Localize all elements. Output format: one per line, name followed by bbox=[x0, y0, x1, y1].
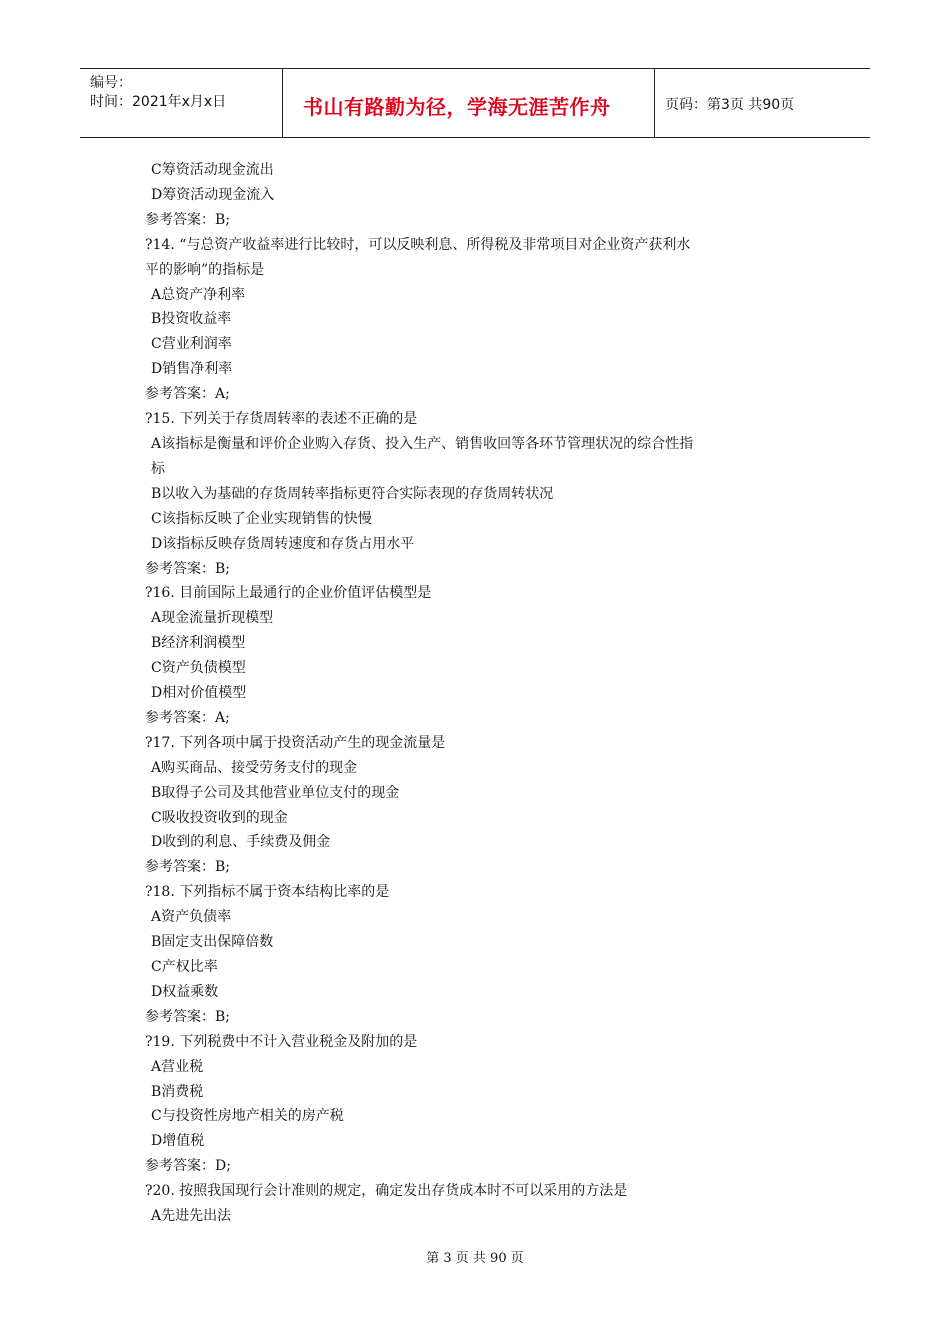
answer-option: C营业利润率 bbox=[151, 336, 232, 353]
question-text: 平的影响”的指标是 bbox=[145, 261, 265, 278]
answer-option: A购买商品、接受劳务支付的现金 bbox=[151, 759, 358, 776]
document-date-label: 时间：2021年x月x日 bbox=[90, 94, 227, 110]
header-motto: 书山有路勤为径，学海无涯苦作舟 bbox=[303, 95, 611, 119]
answer-option: C筹资活动现金流出 bbox=[151, 162, 274, 178]
answer-option: B消费税 bbox=[151, 1083, 204, 1100]
question-text: ?19. 下列税费中不计入营业税金及附加的是 bbox=[145, 1033, 418, 1050]
answer-option: A现金流量折现模型 bbox=[151, 610, 274, 627]
answer-option: B投资收益率 bbox=[151, 311, 232, 328]
question-text: ?18. 下列指标不属于资本结构比率的是 bbox=[145, 884, 390, 901]
answer-option: D收到的利息、手续费及佣金 bbox=[151, 834, 331, 851]
answer-option: C与投资性房地产相关的房产税 bbox=[151, 1108, 344, 1125]
answer-option: D权益乘数 bbox=[151, 983, 219, 1000]
reference-answer: 参考答案：B; bbox=[145, 859, 231, 876]
question-text: ?16. 目前国际上最通行的企业价值评估模型是 bbox=[145, 585, 432, 602]
answer-option: A营业税 bbox=[151, 1058, 204, 1075]
header-meta-cell bbox=[80, 69, 283, 137]
reference-answer: 参考答案：A; bbox=[145, 709, 230, 726]
reference-answer: 参考答案：B; bbox=[145, 560, 231, 577]
question-content bbox=[145, 158, 825, 1229]
reference-answer: 参考答案：B; bbox=[145, 1008, 231, 1025]
answer-option: D销售净利率 bbox=[151, 361, 233, 378]
document-number-label: 编号： bbox=[90, 75, 132, 91]
answer-option: B以收入为基础的存货周转率指标更符合实际表现的存货周转状况 bbox=[151, 485, 554, 502]
answer-option: C产权比率 bbox=[151, 959, 218, 975]
answer-option: A资产负债率 bbox=[151, 909, 232, 926]
reference-answer: 参考答案：D; bbox=[145, 1158, 231, 1175]
answer-option: C吸收投资收到的现金 bbox=[151, 809, 288, 826]
answer-option: B固定支出保障倍数 bbox=[151, 934, 274, 951]
answer-option: A总资产净利率 bbox=[151, 286, 246, 303]
question-text: ?15. 下列关于存货周转率的表述不正确的是 bbox=[145, 411, 418, 428]
header-page-info: 页码：第3页 共90页 bbox=[665, 97, 795, 113]
answer-option: A先进先出法 bbox=[151, 1208, 232, 1225]
question-text: ?17. 下列各项中属于投资活动产生的现金流量是 bbox=[145, 734, 446, 751]
answer-option: B取得子公司及其他营业单位支付的现金 bbox=[151, 784, 400, 801]
reference-answer: 参考答案：A; bbox=[145, 386, 230, 403]
answer-option: A该指标是衡量和评价企业购入存货、投入生产、销售收回等各环节管理状况的综合性指 bbox=[151, 435, 694, 452]
answer-option: 标 bbox=[151, 460, 165, 477]
question-text: ?14. “与总资产收益率进行比较时，可以反映利息、所得税及非常项目对企业资产获利水 bbox=[145, 236, 691, 253]
answer-option: C该指标反映了企业实现销售的快慢 bbox=[151, 510, 372, 527]
answer-option: D筹资活动现金流入 bbox=[151, 186, 275, 203]
header-motto-cell bbox=[283, 69, 655, 137]
answer-option: D相对价值模型 bbox=[151, 685, 247, 702]
answer-option: D该指标反映存货周转速度和存货占用水平 bbox=[151, 535, 415, 552]
reference-answer: 参考答案：B; bbox=[145, 211, 231, 228]
page-footer: 第 3 页 共 90 页 bbox=[426, 1251, 524, 1266]
answer-option: C资产负债模型 bbox=[151, 660, 246, 677]
header-page-cell bbox=[655, 69, 870, 137]
question-text: ?20. 按照我国现行会计准则的规定，确定发出存货成本时不可以采用的方法是 bbox=[145, 1183, 628, 1200]
answer-option: B经济利润模型 bbox=[151, 635, 246, 652]
page-header bbox=[80, 68, 870, 138]
answer-option: D增值税 bbox=[151, 1133, 205, 1150]
